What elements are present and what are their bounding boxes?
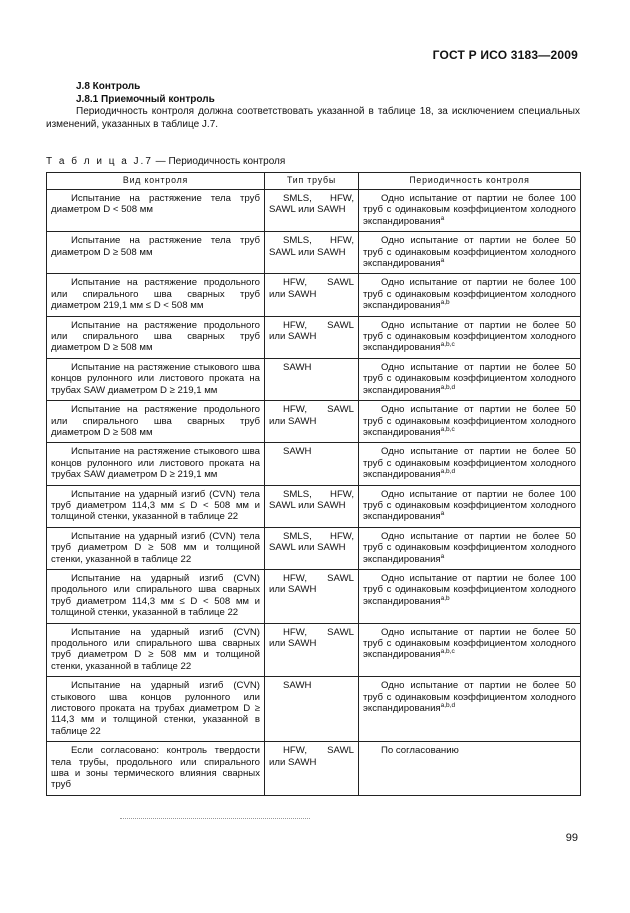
- column-header-pipe-type: Тип трубы: [265, 173, 359, 190]
- cell-pipe-type-text: HFW, SAWL или SAWH: [269, 572, 354, 596]
- cell-test-type: Испытание на растяжение тела труб диаметром D < 508 мм: [47, 190, 265, 232]
- cell-frequency: [359, 274, 581, 316]
- table-body: [47, 190, 581, 796]
- footnote-reference: a,b,c: [440, 425, 455, 433]
- table-caption-text: — Периодичность контроля: [152, 156, 286, 167]
- document-id: ГОСТ Р ИСО 3183—2009: [432, 48, 578, 62]
- table-header-row: [47, 173, 581, 190]
- cell-frequency-text: Одно испытание от партии не более 100 труб с одинаковым коэффициентом холодного экспандирования: [363, 277, 576, 312]
- cell-pipe-type: [265, 677, 359, 742]
- cell-frequency-text: Одно испытание от партии не более 50 труб с одинаковым коэффициентом холодного экспандирования: [363, 530, 576, 565]
- cell-frequency-text: Одно испытание от партии не более 50 труб с одинаковым коэффициентом холодного экспандирования: [363, 361, 576, 396]
- cell-pipe-type-text: HFW, SAWL или SAWH: [269, 745, 354, 768]
- table-row: [47, 190, 581, 232]
- cell-frequency-text: Одно испытание от партии не более 100 труб с одинаковым коэффициентом холодного экспандирования: [363, 193, 576, 227]
- cell-pipe-type-text: HFW, SAWL или SAWH: [269, 277, 354, 300]
- table-row: [47, 274, 581, 316]
- cell-frequency-text: Одно испытание от партии не более 50 труб с одинаковым коэффициентом холодного экспандирования: [363, 626, 576, 661]
- cell-test-type: Испытание на ударный изгиб (CVN) продольного или спирального шва сварных труб диаметром 114,3 мм ≤ D < 508 мм и толщиной стенки, указанной в таблице 22: [47, 569, 265, 623]
- cell-pipe-type-text: SMLS, HFW, SAWL или SAWH: [269, 193, 354, 216]
- cell-test-type: Испытание на ударный изгиб (CVN) продольного или спирального шва сварных труб диаметром D ≥ 508 мм и толщиной стенки, указанной в таблице 22: [47, 623, 265, 677]
- cell-pipe-type: [265, 569, 359, 623]
- section-heading: J.8 Контроль: [76, 81, 141, 92]
- footnote-reference: a,b,d: [440, 702, 456, 710]
- table-caption: [46, 156, 285, 167]
- cell-frequency: [359, 232, 581, 274]
- cell-frequency-text: Одно испытание от партии не более 50 труб с одинаковым коэффициентом холодного экспандирования: [363, 319, 576, 354]
- cell-frequency-text: По согласованию: [381, 745, 459, 757]
- cell-pipe-type: [265, 401, 359, 443]
- cell-frequency: [359, 569, 581, 623]
- column-header-frequency: Периодичность контроля: [359, 173, 581, 190]
- footnote-reference: a,b,c: [440, 341, 455, 349]
- cell-test-type: Испытание на ударный изгиб (CVN) тела труб диаметром D ≥ 508 мм и толщиной стенки, указанной в таблице 22: [47, 527, 265, 569]
- footnote-reference: a,b,c: [440, 648, 455, 656]
- cell-pipe-type-text: HFW, SAWL или SAWH: [269, 404, 354, 427]
- table-row: [47, 358, 581, 400]
- cell-pipe-type-text: SMLS, HFW, SAWL или SAWH: [269, 235, 354, 258]
- table-row: [47, 401, 581, 443]
- cell-frequency-text: Одно испытание от партии не более 100 труб с одинаковым коэффициентом холодного экспандирования: [363, 488, 576, 523]
- cell-frequency: [359, 527, 581, 569]
- cell-test-type: Испытание на растяжение стыкового шва концов рулонного или листового проката на трубах SAW диаметром D ≥ 219,1 мм: [47, 443, 265, 485]
- cell-frequency-text: Одно испытание от партии не более 50 труб с одинаковым коэффициентом холодного экспандирования: [363, 404, 576, 438]
- table-row: [47, 569, 581, 623]
- cell-pipe-type-text: SAWH: [283, 680, 312, 692]
- cell-frequency: [359, 316, 581, 358]
- cell-pipe-type: [265, 527, 359, 569]
- column-header-test-type: Вид контроля: [47, 173, 265, 190]
- cell-test-type: Испытание на ударный изгиб (CVN) тела труб диаметром 114,3 мм ≤ D < 508 мм и толщиной стенки, указанной в таблице 22: [47, 485, 265, 527]
- table-row: [47, 443, 581, 485]
- cell-pipe-type: [265, 443, 359, 485]
- cell-frequency-text: Одно испытание от партии не более 50 труб с одинаковым коэффициентом холодного экспандирования: [363, 235, 576, 270]
- table-caption-prefix: Т а б л и ц а J.7: [46, 156, 153, 167]
- cell-frequency: [359, 443, 581, 485]
- cell-frequency: [359, 485, 581, 527]
- scan-mark: [120, 818, 310, 820]
- table-row: [47, 623, 581, 677]
- table-row: [47, 232, 581, 274]
- footnote-reference: a,b,d: [440, 383, 456, 391]
- footnote-reference: a,b: [440, 594, 450, 602]
- cell-test-type: Испытание на растяжение тела труб диаметром D ≥ 508 мм: [47, 232, 265, 274]
- cell-frequency: [359, 401, 581, 443]
- cell-pipe-type-text: HFW, SAWL или SAWH: [269, 626, 354, 649]
- cell-pipe-type-text: SMLS, HFW, SAWL или SAWH: [269, 488, 354, 511]
- cell-frequency: [359, 190, 581, 232]
- section-paragraph: Периодичность контроля должна соответствовать указанной в таблице 18, за исключением специальных изменений, указанных в таблице J.7.: [46, 106, 580, 130]
- cell-pipe-type-text: SAWH: [283, 446, 312, 458]
- page-number: 99: [565, 832, 578, 844]
- cell-pipe-type-text: HFW, SAWL или SAWH: [269, 319, 354, 343]
- cell-pipe-type: [265, 190, 359, 232]
- table-row: [47, 316, 581, 358]
- cell-pipe-type: [265, 742, 359, 796]
- cell-pipe-type: [265, 316, 359, 358]
- table-row: [47, 485, 581, 527]
- cell-test-type: Испытание на ударный изгиб (CVN) стыкового шва концов рулонного или листового проката на трубах диаметром D ≥ 114,3 мм и толщиной стенки, указанной в таблице 22: [47, 677, 265, 742]
- cell-pipe-type-text: SMLS, HFW, SAWL или SAWH: [269, 530, 354, 554]
- cell-frequency: [359, 358, 581, 400]
- cell-frequency: [359, 742, 581, 796]
- footnote-reference: a: [440, 214, 445, 222]
- table-row: [47, 742, 581, 796]
- section-subheading: J.8.1 Приемочный контроль: [76, 94, 215, 105]
- cell-frequency-text: Одно испытание от партии не более 50 труб с одинаковым коэффициентом холодного экспандирования: [363, 680, 576, 715]
- cell-frequency-text: Одно испытание от партии не более 100 труб с одинаковым коэффициентом холодного экспандирования: [363, 572, 576, 607]
- cell-test-type: Если согласовано: контроль твердости тела трубы, продольного или спирального шва и зоны термического влияния сварных труб: [47, 742, 265, 796]
- cell-frequency: [359, 677, 581, 742]
- footnote-reference: a: [440, 257, 445, 265]
- footnote-reference: a,b,d: [440, 468, 456, 476]
- cell-test-type: Испытание на растяжение продольного или спирального шва сварных труб диаметром D ≥ 508 мм: [47, 316, 265, 358]
- cell-test-type: Испытание на растяжение продольного или спирального шва сварных труб диаметром 219,1 мм ≤ D < 508 мм: [47, 274, 265, 316]
- cell-pipe-type-text: SAWH: [283, 361, 312, 373]
- cell-pipe-type: [265, 623, 359, 677]
- cell-pipe-type: [265, 485, 359, 527]
- cell-test-type: Испытание на растяжение стыкового шва концов рулонного или листового проката на трубах SAW диаметром D ≥ 219,1 мм: [47, 358, 265, 400]
- cell-test-type: Испытание на растяжение продольного или спирального шва сварных труб диаметром D ≥ 508 мм: [47, 401, 265, 443]
- footnote-reference: a: [440, 510, 445, 518]
- cell-pipe-type: [265, 358, 359, 400]
- table-row: [47, 527, 581, 569]
- cell-frequency: [359, 623, 581, 677]
- inspection-frequency-table: [46, 172, 581, 796]
- table-row: [47, 677, 581, 742]
- footnote-reference: a,b: [440, 299, 450, 307]
- cell-frequency-text: Одно испытание от партии не более 50 труб с одинаковым коэффициентом холодного экспандирования: [363, 446, 576, 481]
- footnote-reference: a: [440, 552, 445, 560]
- cell-pipe-type: [265, 232, 359, 274]
- cell-pipe-type: [265, 274, 359, 316]
